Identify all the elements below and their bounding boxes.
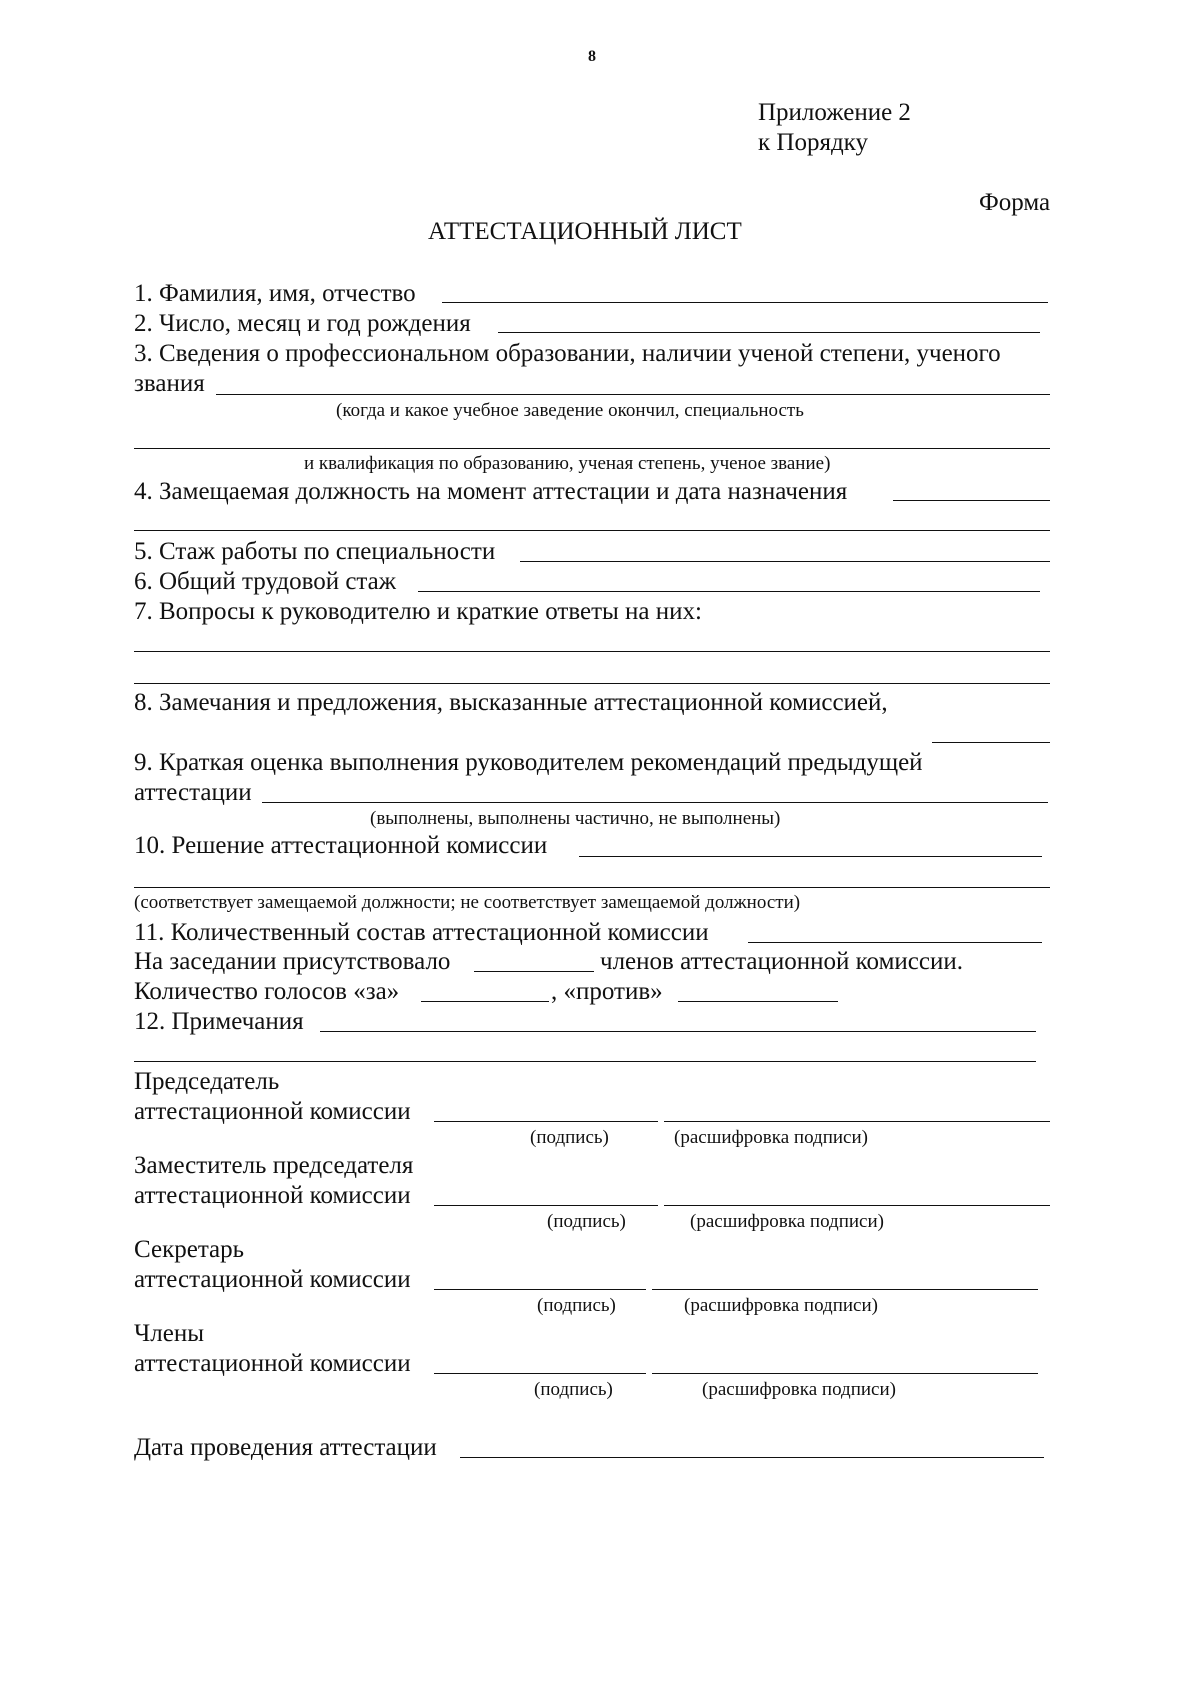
item-5-label: 5. Стаж работы по специальности	[134, 538, 496, 565]
commission-size-field[interactable]	[748, 942, 1042, 943]
recommendations-field[interactable]	[262, 802, 1048, 803]
chair-signature-field[interactable]	[434, 1121, 658, 1122]
item-3-label-cont: звания	[134, 370, 205, 397]
item-9-label: 9. Краткая оценка выполнения руководителем рекомендаций предыдущей	[134, 749, 923, 776]
item-9-label-cont: аттестации	[134, 779, 252, 806]
votes-for-field[interactable]	[421, 1001, 549, 1002]
votes-against-field[interactable]	[678, 1001, 838, 1002]
item-6-label: 6. Общий трудовой стаж	[134, 568, 397, 595]
full-name-field[interactable]	[442, 302, 1048, 303]
members-signature-field[interactable]	[434, 1373, 646, 1374]
present-count-field[interactable]	[474, 971, 594, 972]
birth-date-field[interactable]	[498, 332, 1040, 333]
education-hint-1: (когда и какое учебное заведение окончил, специальность	[336, 400, 804, 421]
appendix-line-2: к Порядку	[758, 129, 868, 156]
remarks-field[interactable]	[932, 742, 1050, 743]
item-10-label: 10. Решение аттестационной комиссии	[134, 832, 548, 859]
members-sign-hint: (подпись)	[534, 1379, 613, 1400]
deputy-role: Заместитель председателя	[134, 1152, 414, 1179]
recommendations-hint: (выполнены, выполнены частично, не выполнены)	[370, 808, 781, 829]
item-2-label: 2. Число, месяц и год рождения	[134, 310, 471, 337]
decision-field-2[interactable]	[134, 887, 1050, 888]
secretary-signature-field[interactable]	[434, 1289, 646, 1290]
position-field[interactable]	[893, 500, 1050, 501]
secretary-decode-hint: (расшифровка подписи)	[684, 1295, 878, 1316]
votes-for-label: Количество голосов «за»	[134, 978, 400, 1005]
members-commission: аттестационной комиссии	[134, 1350, 411, 1377]
education-field-2[interactable]	[134, 448, 1050, 449]
item-12-label: 12. Примечания	[134, 1008, 304, 1035]
members-name-field[interactable]	[652, 1373, 1038, 1374]
deputy-signature-field[interactable]	[434, 1205, 658, 1206]
item-1-label: 1. Фамилия, имя, отчество	[134, 280, 416, 307]
chair-sign-hint: (подпись)	[530, 1127, 609, 1148]
deputy-name-field[interactable]	[664, 1205, 1050, 1206]
votes-against-label: , «против»	[551, 978, 663, 1005]
appendix-line-1: Приложение 2	[758, 99, 911, 126]
questions-field-2[interactable]	[134, 683, 1050, 684]
date-field[interactable]	[460, 1457, 1044, 1458]
deputy-sign-hint: (подпись)	[547, 1211, 626, 1232]
secretary-role: Секретарь	[134, 1236, 245, 1263]
position-field-2[interactable]	[134, 530, 1050, 531]
notes-field[interactable]	[320, 1031, 1036, 1032]
document-title: АТТЕСТАЦИОННЫЙ ЛИСТ	[428, 218, 742, 245]
chair-decode-hint: (расшифровка подписи)	[674, 1127, 868, 1148]
decision-hint: (соответствует замещаемой должности; не соответствует замещаемой должности)	[134, 892, 801, 913]
item-7-label: 7. Вопросы к руководителю и краткие ответы на них:	[134, 598, 702, 625]
chair-name-field[interactable]	[664, 1121, 1050, 1122]
item-8-label: 8. Замечания и предложения, высказанные аттестационной комиссией,	[134, 689, 888, 716]
page-number: 8	[588, 48, 596, 65]
present-suffix: членов аттестационной комиссии.	[600, 948, 963, 975]
chair-commission: аттестационной комиссии	[134, 1098, 411, 1125]
total-experience-field[interactable]	[418, 591, 1040, 592]
specialty-experience-field[interactable]	[520, 561, 1050, 562]
members-role: Члены	[134, 1320, 204, 1347]
present-prefix: На заседании присутствовало	[134, 948, 451, 975]
date-label: Дата проведения аттестации	[134, 1434, 437, 1461]
secretary-sign-hint: (подпись)	[537, 1295, 616, 1316]
notes-field-2[interactable]	[134, 1061, 1036, 1062]
questions-field-1[interactable]	[134, 651, 1050, 652]
secretary-commission: аттестационной комиссии	[134, 1266, 411, 1293]
item-11-label: 11. Количественный состав аттестационной комиссии	[134, 919, 709, 946]
chair-role: Председатель	[134, 1068, 280, 1095]
decision-field[interactable]	[579, 856, 1042, 857]
item-3-label: 3. Сведения о профессиональном образовании, наличии ученой степени, ученого	[134, 340, 1001, 367]
item-4-label: 4. Замещаемая должность на момент аттестации и дата назначения	[134, 478, 848, 505]
secretary-name-field[interactable]	[652, 1289, 1038, 1290]
education-hint-2: и квалификация по образованию, ученая степень, ученое звание)	[304, 453, 831, 474]
deputy-commission: аттестационной комиссии	[134, 1182, 411, 1209]
members-decode-hint: (расшифровка подписи)	[702, 1379, 896, 1400]
form-label: Форма	[979, 189, 1051, 216]
education-field[interactable]	[216, 394, 1050, 395]
deputy-decode-hint: (расшифровка подписи)	[690, 1211, 884, 1232]
